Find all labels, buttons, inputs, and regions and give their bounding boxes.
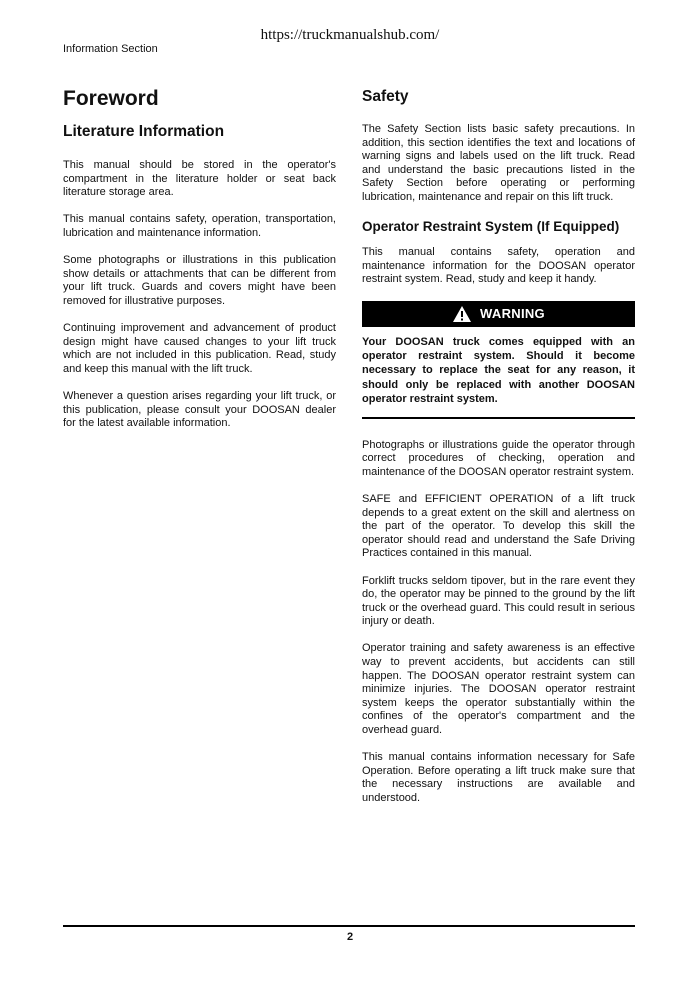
literature-paragraph: This manual contains safety, operation, transportation, lubrication and maintenance information. [63, 213, 336, 239]
source-url: https://truckmanualshub.com/ [260, 27, 440, 43]
restraint-paragraph: Forklift trucks seldom tipover, but in the rare event they do, the operator may be pinned to the ground by the lift truck or the overhead guard. This could result in serious injury or death. [362, 574, 635, 628]
page-title: Foreword [63, 87, 159, 110]
right-column [362, 86, 635, 819]
warning-label: WARNING [480, 306, 545, 322]
restraint-paragraph: Photographs or illustrations guide the operator through correct procedures of checking, operation and maintenance of the DOOSAN operator restraint system. [362, 438, 635, 478]
literature-heading: Literature Information [63, 123, 225, 140]
literature-paragraph: Some photographs or illustrations in this publication show details or attachments that can be different from your lift truck. Guards and covers might have been removed for illustrative purposes. [63, 254, 336, 307]
literature-paragraph: Continuing improvement and advancement of product design might have caused changes to your lift truck which are not included in this publication. Read, study and keep this manual with the lift truck. [63, 322, 336, 375]
footer-divider [63, 925, 635, 927]
page-number: 2 [346, 931, 354, 943]
literature-paragraph: Whenever a question arises regarding your lift truck, or this publication, please consult your DOOSAN dealer for the latest available information. [63, 390, 336, 430]
restraint-paragraph: This manual contains information necessary for Safe Operation. Before operating a lift truck make sure that the necessary instructions are available and understood. [362, 751, 635, 804]
safety-paragraph: The Safety Section lists basic safety precautions. In addition, this section identifies the text and locations of warning signs and labels used on the lift truck. Read and understand the basic precautions listed in the Safety Section before operating or performing lubrication, maintenance and repair on this lift truck. [362, 123, 635, 203]
warning-text: Your DOOSAN truck comes equipped with an operator restraint system. Should it become necessary to replace the seat for any reason, it should only be replaced with another DOOSAN operator restraint system. [362, 335, 635, 406]
restraint-paragraph: Operator training and safety awareness is an effective way to prevent accidents, but accidents can still happen. The DOOSAN operator restraint system can minimize injuries. The DOOSAN operator restraint system keeps the operator substantially within the confines of the operator's compartment and the overhead guard. [362, 642, 635, 737]
warning-divider [362, 417, 635, 419]
restraint-paragraph: SAFE and EFFICIENT OPERATION of a lift truck depends to a great extent on the skill and alertness on the part of the operator. To develop this skill the operator should read and understand the Safe Driving Practices contained in this manual. [362, 492, 635, 560]
warning-banner [362, 301, 635, 327]
restraint-system-heading: Operator Restraint System (If Equipped) [362, 219, 620, 235]
left-column [63, 86, 336, 444]
section-label: Information Section [63, 43, 158, 55]
literature-paragraph: This manual should be stored in the operator's compartment in the literature holder or seat back literature storage area. [63, 159, 336, 199]
restraint-system-paragraph: This manual contains safety, operation and maintenance information for the DOOSAN operator restraint system. Read, study and keep it handy. [362, 246, 635, 286]
warning-triangle-icon [452, 305, 472, 323]
safety-heading: Safety [362, 88, 409, 105]
